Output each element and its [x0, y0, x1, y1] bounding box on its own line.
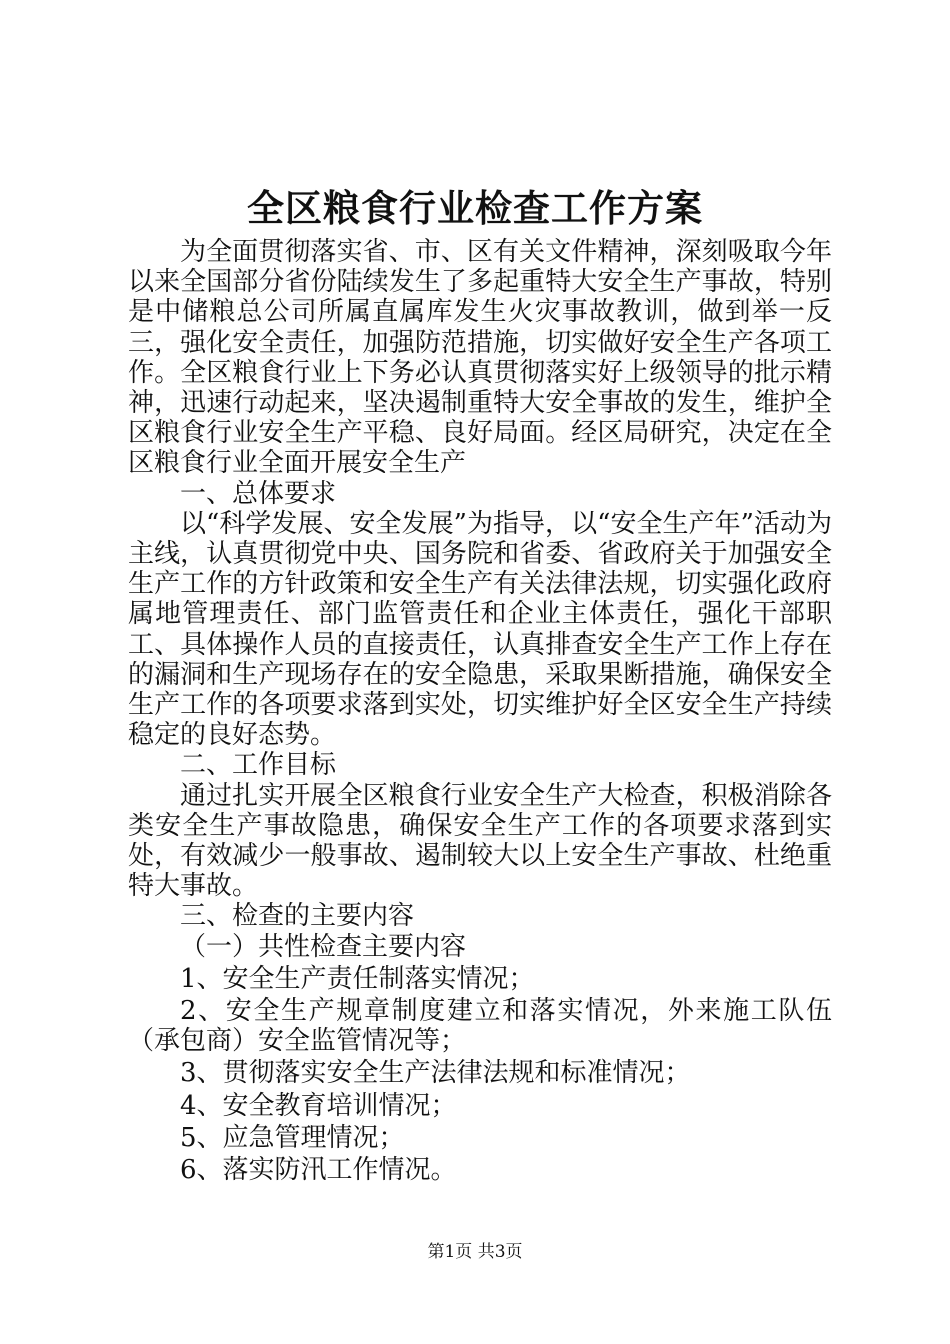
- document-title: 全区粮食行业检查工作方案: [247, 186, 703, 230]
- document-body: [128, 237, 832, 1185]
- list-item: 4、安全教育培训情况；: [180, 1090, 457, 1121]
- overall-requirements-paragraph: 以“科学发展、安全发展”为指导，以“安全生产年”活动为主线，认真贯彻党中央、国务院和省委、省政府关于加强安全生产工作的方针政策和安全生产有关法律法规，切实强化政府属地管理责任、部门监管责任和企业主体责任，强化干部职工、具体操作人员的直接责任，认真排查安全生产工作上存在的漏洞和生产现场存在的安全隐患，采取果断措施，确保安全生产工作的各项要求落到实处，切实维护好全区安全生产持续稳定的良好态势。: [128, 508, 832, 751]
- list-item: 2、安全生产规章制度建立和落实情况，外来施工队伍（承包商）安全监管情况等；: [128, 996, 832, 1057]
- page-number: 第1页 共3页: [427, 1242, 523, 1262]
- list-item: 1、安全生产责任制落实情况；: [180, 963, 535, 994]
- work-goals-paragraph: 通过扎实开展全区粮食行业安全生产大检查，积极消除各类安全生产事故隐患，确保安全生产工作的各项要求落到实处，有效减少一般事故、遏制较大以上安全生产事故、杜绝重特大事故。: [128, 780, 832, 902]
- intro-paragraph: 为全面贯彻落实省、市、区有关文件精神，深刻吸取今年以来全国部分省份陆续发生了多起重特大安全生产事故，特别是中储粮总公司所属直属库发生火灾事故教训，做到举一反三，强化安全责任，加强防范措施，切实做好安全生产各项工作。全区粮食行业上下务必认真贯彻落实好上级领导的批示精神，迅速行动起来，坚决遏制重特大安全事故的发生，维护全区粮食行业安全生产平稳、良好局面。经区局研究，决定在全区粮食行业全面开展安全生产: [128, 237, 832, 479]
- list-item: 6、落实防汛工作情况。: [180, 1155, 457, 1186]
- section-heading-inspection-content: 三、检查的主要内容: [180, 901, 415, 932]
- list-item: 5、应急管理情况；: [180, 1122, 405, 1153]
- subsection-heading-common-content: （一）共性检查主要内容: [180, 931, 467, 962]
- section-heading-overall-requirements: 一、总体要求: [180, 478, 337, 509]
- list-item: 3、贯彻落实安全生产法律法规和标准情况；: [180, 1058, 691, 1089]
- section-heading-work-goals: 二、工作目标: [180, 750, 337, 781]
